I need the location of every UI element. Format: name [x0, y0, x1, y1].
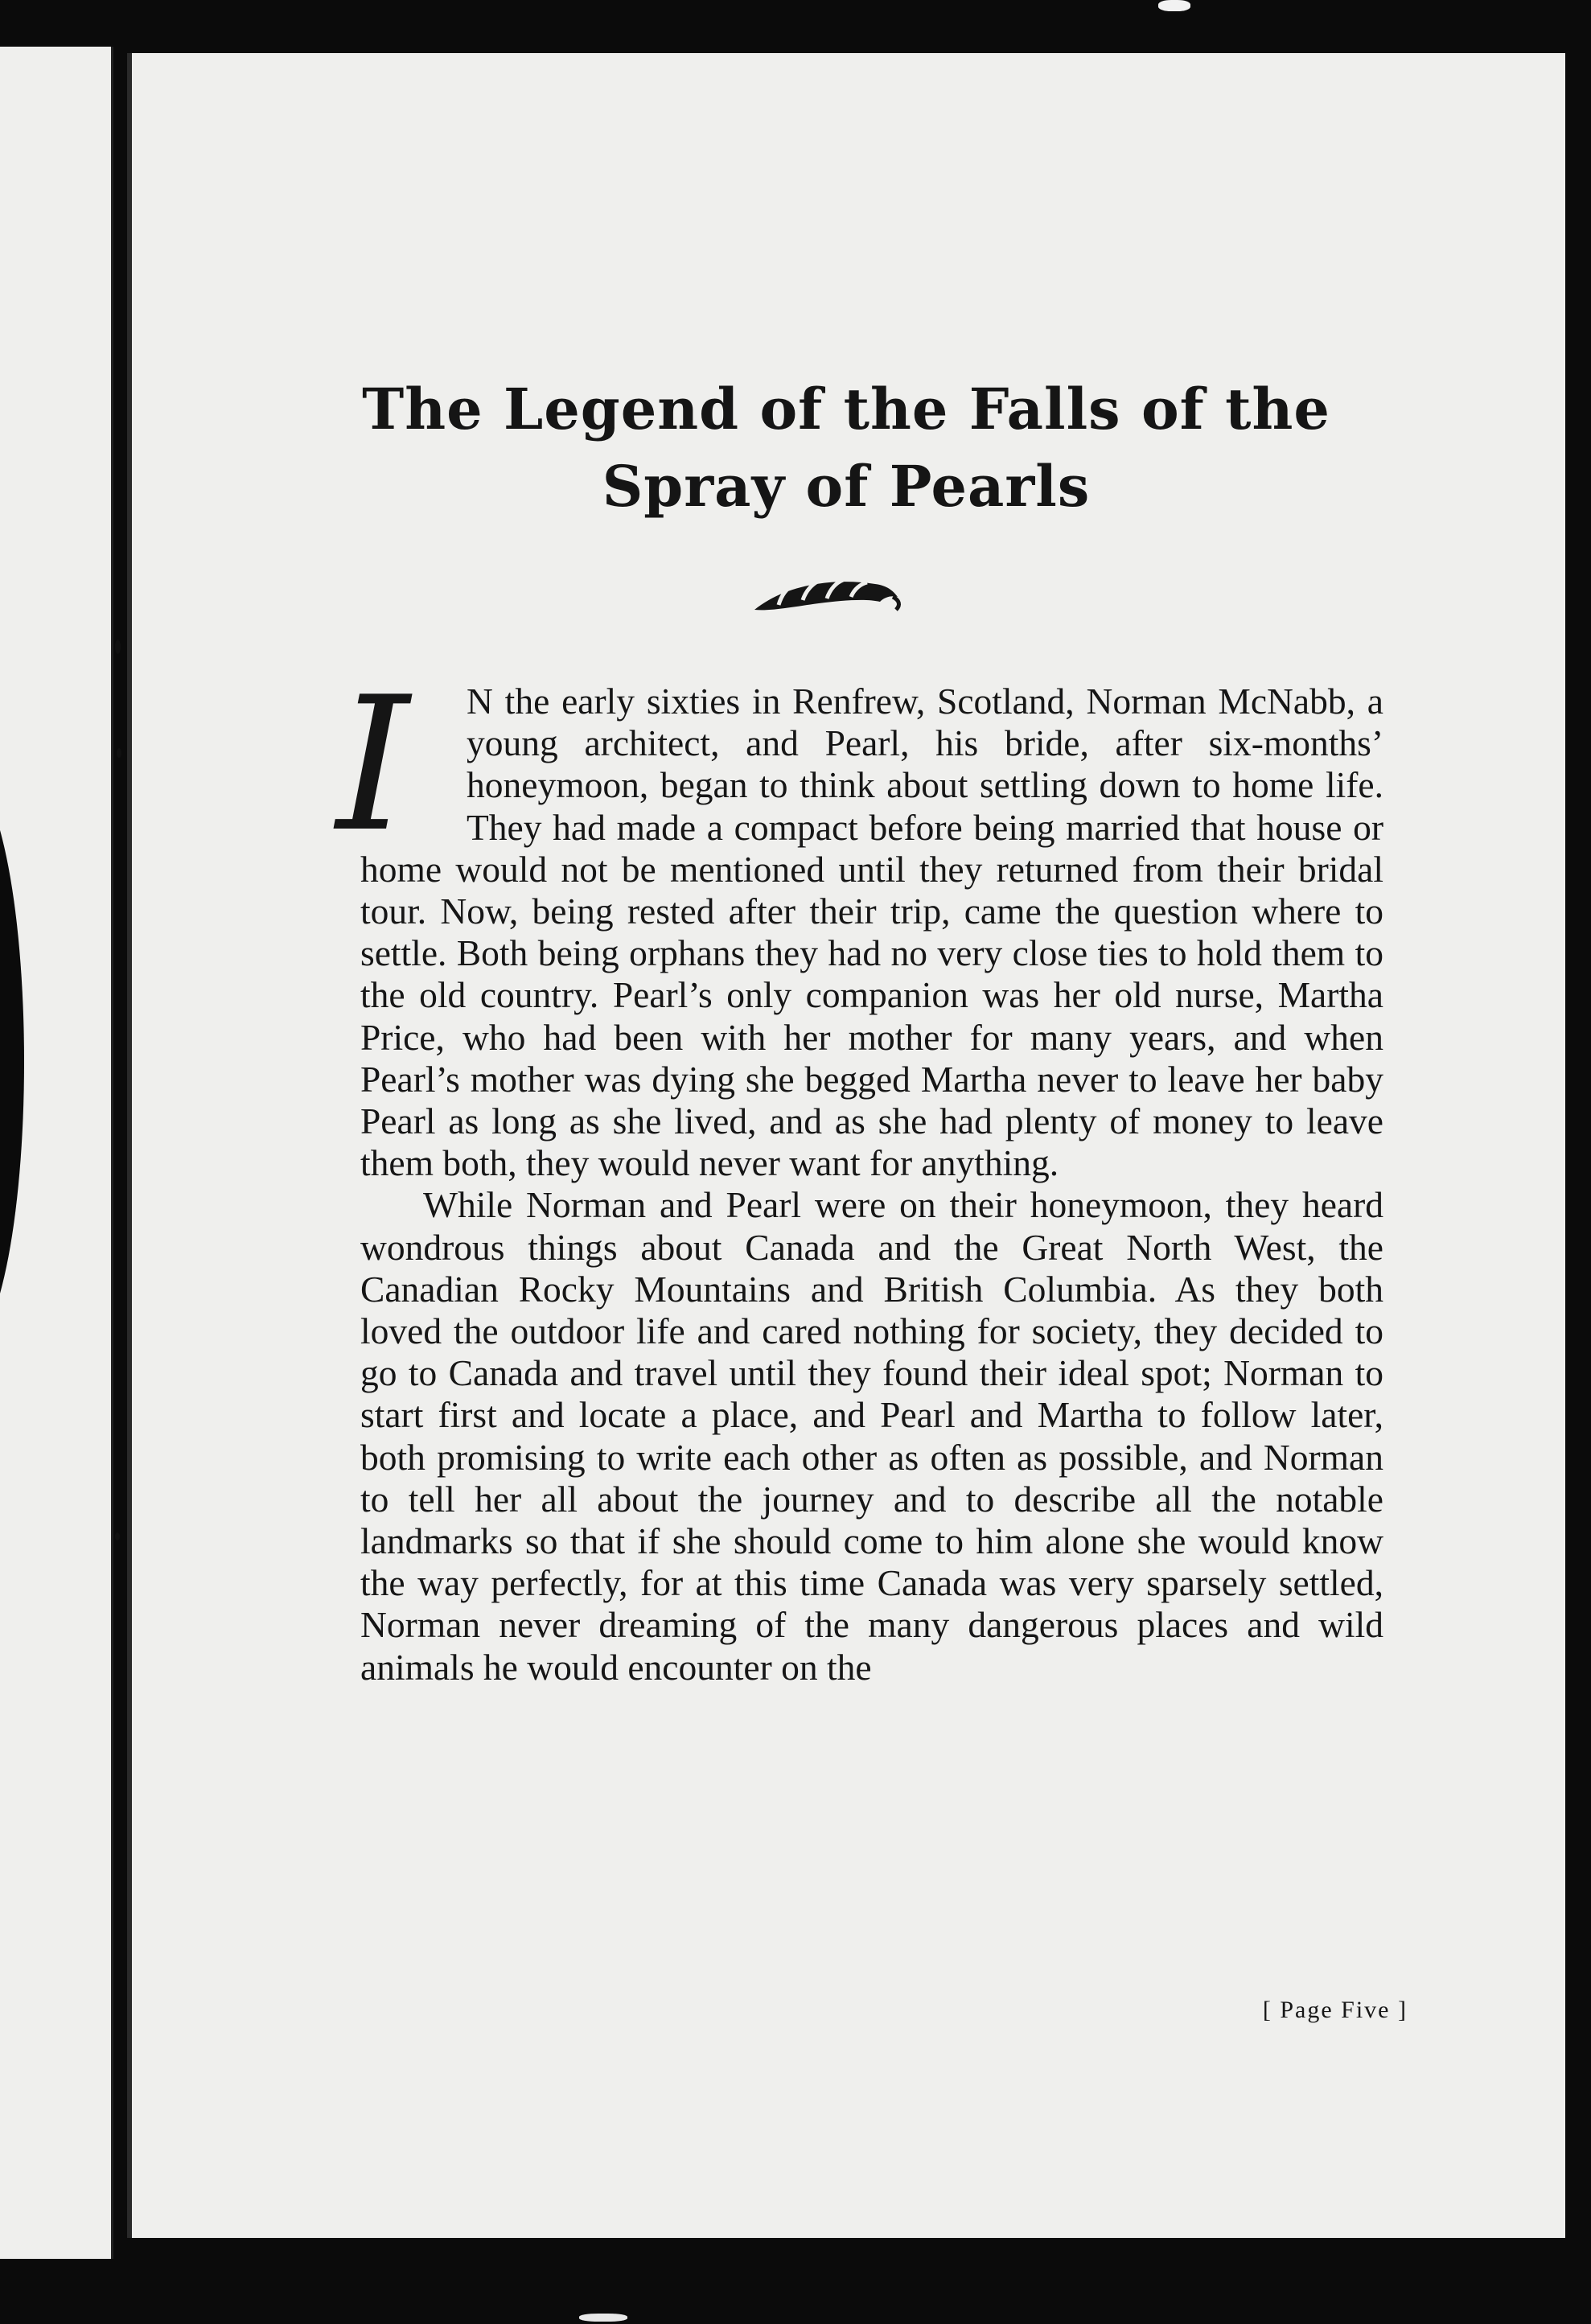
book-page — [127, 53, 1565, 2238]
page-number: [ Page Five ] — [1262, 1997, 1408, 2023]
drop-cap: I — [336, 658, 409, 873]
scan-speck — [115, 1532, 120, 1540]
page-edge — [127, 53, 132, 2238]
scan-speck — [1158, 0, 1190, 11]
paragraph: While Norman and Pearl were on their honeymoon, they heard wondrous things about Canada and the Great North West, the Canadian Rocky Mountains and British Columbia. As they both loved the outdoor life and cared nothing for society, they decided to go to Canada and travel until they found their ideal spot; Norman to start first and locate a place, and Pearl and Martha to follow later, both promising to write each other as often as possible, and Norman to tell her all about the journey and to describe all the notable landmarks so that if she should come to him alone she would know the way perfectly, for at this time Canada was very sparsely settled, Norman never dreaming of the many dangerous places and wild animals he would encounter on the — [360, 1184, 1383, 1688]
paragraph — [336, 658, 1383, 1184]
scan-speck — [115, 640, 121, 654]
body-text — [336, 658, 1383, 1688]
page-title: The Legend of the Falls of the Spray of Pearls — [362, 376, 1330, 520]
scan-speck — [117, 748, 121, 758]
feather-ornament-icon — [746, 560, 907, 624]
scan-speck — [579, 2314, 627, 2322]
paragraph-text: N the early sixties in Renfrew, Scotland, Norman McNabb, a young architect, and Pearl, his bride, after six-months’ honeymoon, began to think about settling down to home life. They had made a compact before being married that house or home would not be mentioned until they returned from their bridal tour. Now, being rested after their trip, came the question where to settle. Both being orphans they had no very close ties to hold them to the old country. Pearl’s only companion was her old nurse, Martha Price, who had been with her mother for many years, and when Pearl’s mother was dying she begged Martha never to leave her baby Pearl as long as she lived, and as she had plenty of money to leave them both, they would never want for anything. — [360, 681, 1383, 1184]
